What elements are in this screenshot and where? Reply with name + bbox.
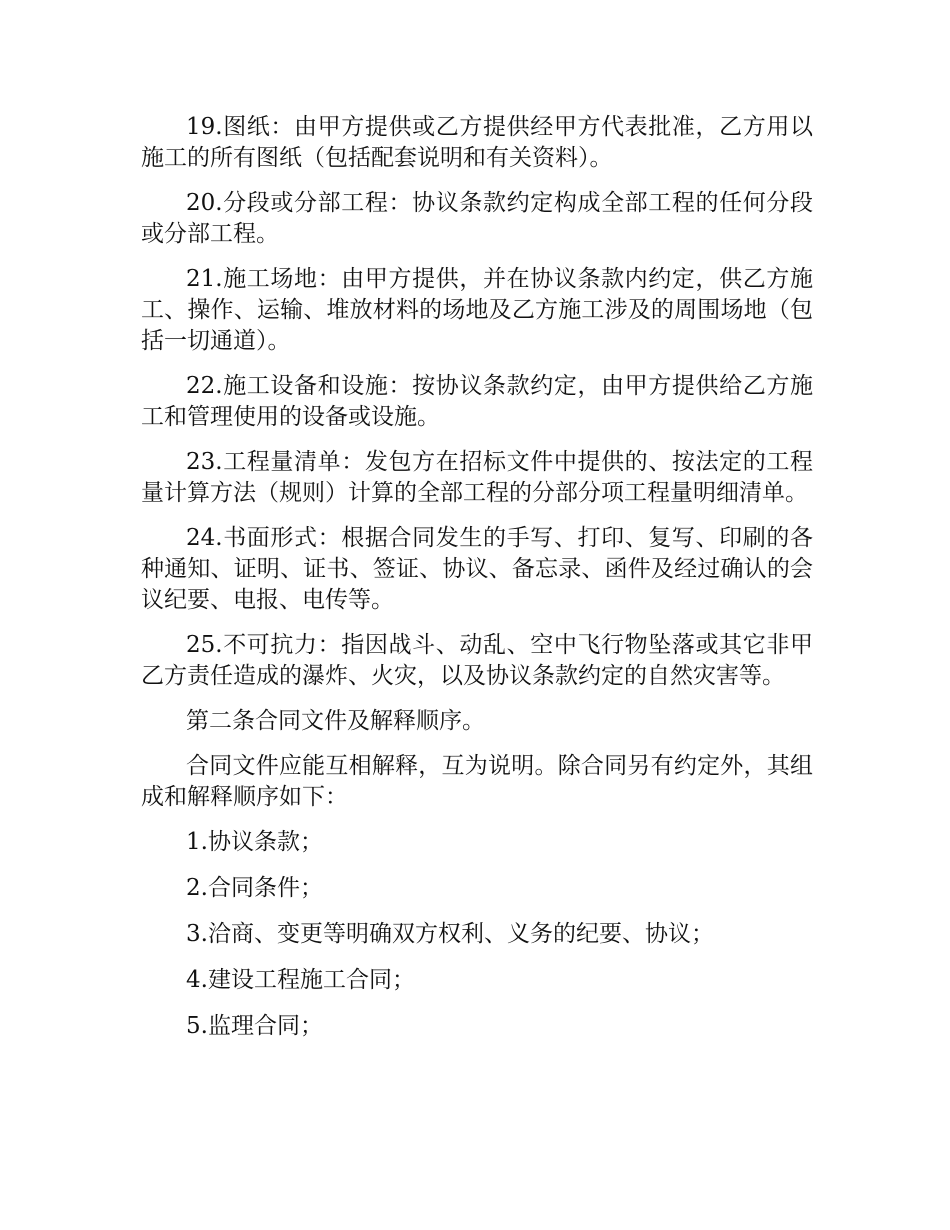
paragraph-item-19: 19.图纸：由甲方提供或乙方提供经甲方代表批准，乙方用以施工的所有图纸（包括配套说明和有关资料）。 bbox=[141, 114, 813, 171]
paragraph-item-22: 22.施工设备和设施：按协议条款约定，由甲方提供给乙方施工和管理使用的设备或设施。 bbox=[141, 373, 813, 430]
list-item-5: 5.监理合同； bbox=[186, 1013, 323, 1039]
list-item-1: 1.协议条款； bbox=[186, 829, 323, 855]
list-item-2: 2.合同条件； bbox=[186, 875, 323, 901]
list-item-4: 4.建设工程施工合同； bbox=[186, 967, 415, 993]
paragraph-item-25: 25.不可抗力：指因战斗、动乱、空中飞行物坠落或其它非甲乙方责任造成的瀑炸、火灾，以及协议条款约定的自然灾害等。 bbox=[141, 632, 813, 689]
paragraph-item-23: 23.工程量清单：发包方在招标文件中提供的、按法定的工程量计算方法（规则）计算的全部工程的分部分项工程量明细清单。 bbox=[141, 449, 813, 506]
paragraph-item-21: 21.施工场地：由甲方提供，并在协议条款内约定，供乙方施工、操作、运输、堆放材料的场地及乙方施工涉及的周围场地（包括一切通道）。 bbox=[141, 266, 813, 354]
paragraph-contract-intro: 合同文件应能互相解释，互为说明。除合同另有约定外，其组成和解释顺序如下： bbox=[141, 753, 813, 810]
paragraph-item-24: 24.书面形式：根据合同发生的手写、打印、复写、印刷的各种通知、证明、证书、签证、协议、备忘录、函件及经过确认的会议纪要、电报、电传等。 bbox=[141, 525, 813, 613]
section-heading-article-2: 第二条合同文件及解释顺序。 bbox=[186, 708, 485, 734]
document-page bbox=[141, 112, 813, 1057]
list-item-3: 3.洽商、变更等明确双方权利、义务的纪要、协议； bbox=[186, 921, 714, 947]
paragraph-item-20: 20.分段或分部工程：协议条款约定构成全部工程的任何分段或分部工程。 bbox=[141, 190, 813, 247]
